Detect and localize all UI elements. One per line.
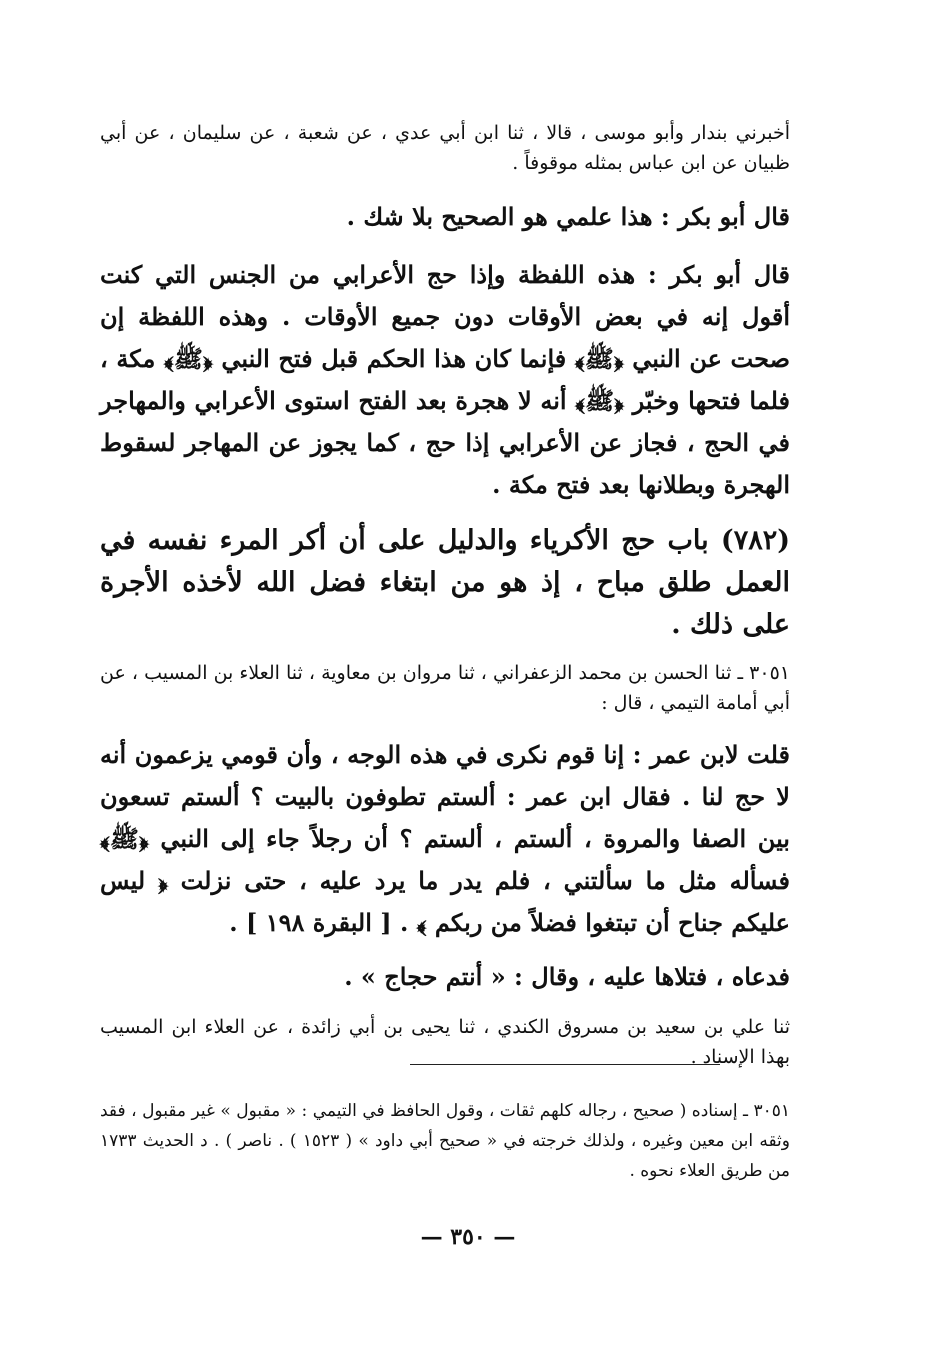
page-number: — ٣٥٠ —	[420, 1224, 516, 1250]
hadith-isnad: ٣٠٥١ ـ ثنا الحسن بن محمد الزعفراني ، ثنا مروان بن معاوية ، ثنا العلاء بن المسيب ، عن أبي أمامة التيمي ، قال :	[100, 662, 790, 714]
chapter-heading: (٧٨٢) باب حج الأكرياء والدليل على أن أكر المرء نفسه في العمل طلق مباح ، إذ هو من ابتغاء فضل الله لأخذه الأجرة على ذلك .	[100, 525, 790, 640]
isnad-paragraph: أخبرني بندار وأبو موسى ، قالا ، ثنا ابن أبي عدي ، عن شعبة ، عن سليمان ، عن أبي ظبيان عن ابن عباس بمثله موقوفاً .	[100, 122, 790, 174]
footnote: ٣٠٥١ ـ إسناده ( صحيح ، رجاله كلهم ثقات ، وقول الحافظ في التيمي : « مقبول » غير مقبول ، فقد وثقه ابن معين وغيره ، ولذلك خرجته في « صحيح أبي داود » ( ١٥٢٣ ) . ناصر ) . د الحديث ١٧٣٣ من طريق العلاء نحوه .	[100, 1101, 790, 1181]
hadith-conclusion: فدعاه ، فتلاها عليه ، وقال : « أنتم حجاج » .	[344, 962, 790, 991]
abu-bakr-commentary: قال أبو بكر : هذه اللفظة وإذا حج الأعرابي من الجنس التي كنت أقول إنه في بعض الأوقات دون جميع الأوقات . وهذه اللفظة إن صحت عن النبي ﴿ﷺ﴾ فإنما كان هذا الحكم قبل فتح النبي ﴿ﷺ﴾ مكة ، فلما فتحها وخبّر ﴿ﷺ﴾ أنه لا هجرة بعد الفتح استوى الأعرابي والمهاجر في الحج ، فجاز عن الأعرابي إذا حج ، كما يجوز عن المهاجر لسقوط الهجرة وبطلانها بعد فتح مكة .	[100, 260, 790, 499]
footnote-divider	[410, 1064, 720, 1065]
page-body	[100, 118, 790, 1072]
hadith-text: قلت لابن عمر : إنا قوم نكرى في هذه الوجه ، وأن قومي يزعمون أنه لا حج لنا . فقال ابن عمر : ألستم تطوفون بالبيت ؟ ألستم تسعون بين الصفا والمروة ، ألستم ، ألستم ؟ أن رجلاً جاء إلى النبي ﴿ﷺ﴾ فسأله مثل ما سألتني ، فلم يدر ما يرد عليه ، حتى نزلت ﴿ ليس عليكم جناح أن تبتغوا فضلاً من ربكم ﴾ . [ البقرة ١٩٨ ] .	[100, 740, 790, 937]
abu-bakr-statement: قال أبو بكر : هذا علمي هو الصحيح بلا شك .	[346, 202, 790, 231]
alternate-isnad: ثنا علي بن سعيد بن مسروق الكندي ، ثنا يحيى بن أبي زائدة ، عن العلاء ابن المسيب بهذا الإسناد .	[100, 1016, 790, 1068]
